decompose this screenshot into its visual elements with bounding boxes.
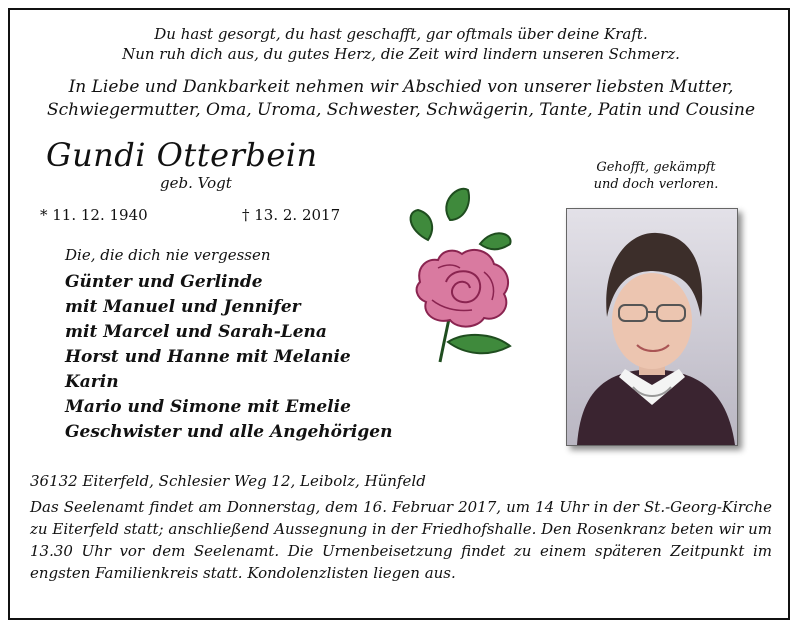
funeral-notice: Das Seelenamt findet am Donnerstag, dem 16. Februar 2017, um 14 Uhr in der St.-Georg-Kirche zu Eiterfeld statt; anschließend Aussegnung in der Friedhofshalle. Den Rosenkranz beten wir um 13.30 Uhr vor dem Seelenamt. Die Urnenbeisetzung findet zu einem späteren Zeitpunkt im engsten Familienkreis statt. Kondolenzlisten liegen aus. bbox=[30, 498, 772, 582]
mourner-line: Karin bbox=[65, 372, 119, 392]
obituary-notice bbox=[8, 8, 790, 620]
mourner-line: mit Manuel und Jennifer bbox=[65, 297, 301, 317]
rose-leaf-left bbox=[411, 210, 433, 240]
mourner-line: Mario und Simone mit Emelie bbox=[65, 397, 351, 417]
birth-date: * 11. 12. 1940 bbox=[40, 206, 148, 224]
portrait-illustration bbox=[567, 209, 737, 445]
intro-line-1: In Liebe und Dankbarkeit nehmen wir Abschied von unserer liebsten Mutter, bbox=[68, 77, 734, 97]
mourner-line: Günter und Gerlinde bbox=[65, 272, 263, 292]
rose-icon bbox=[398, 182, 518, 372]
death-date: † 13. 2. 2017 bbox=[242, 206, 341, 224]
intro-line-2: Schwiegermutter, Oma, Uroma, Schwester, Schwägerin, Tante, Patin und Cousine bbox=[46, 100, 756, 120]
address: 36132 Eiterfeld, Schlesier Weg 12, Leibolz, Hünfeld bbox=[30, 472, 426, 490]
rose-bloom bbox=[417, 250, 508, 327]
deceased-name: Gundi Otterbein bbox=[46, 136, 318, 174]
mourner-line: mit Marcel und Sarah-Lena bbox=[65, 322, 327, 342]
rose-leaf-right bbox=[480, 233, 511, 249]
quote-line-1: Gehofft, gekämpft bbox=[596, 160, 716, 175]
portrait-photo bbox=[566, 208, 738, 446]
motto-line-1: Du hast gesorgt, du hast geschafft, gar oftmals über deine Kraft. bbox=[154, 25, 648, 43]
maiden-name: geb. Vogt bbox=[160, 174, 232, 192]
rose-leaf-top bbox=[446, 189, 469, 220]
mourner-line: Horst und Hanne mit Melanie bbox=[65, 347, 351, 367]
mourner-line: Geschwister und alle Angehörigen bbox=[65, 422, 393, 442]
motto-line-2: Nun ruh dich aus, du gutes Herz, die Zeit wird lindern unseren Schmerz. bbox=[122, 45, 680, 63]
quote-line-2: und doch verloren. bbox=[593, 177, 719, 192]
mourners-heading: Die, die dich nie vergessen bbox=[65, 246, 271, 264]
rose-leaf-bottom bbox=[448, 335, 510, 353]
